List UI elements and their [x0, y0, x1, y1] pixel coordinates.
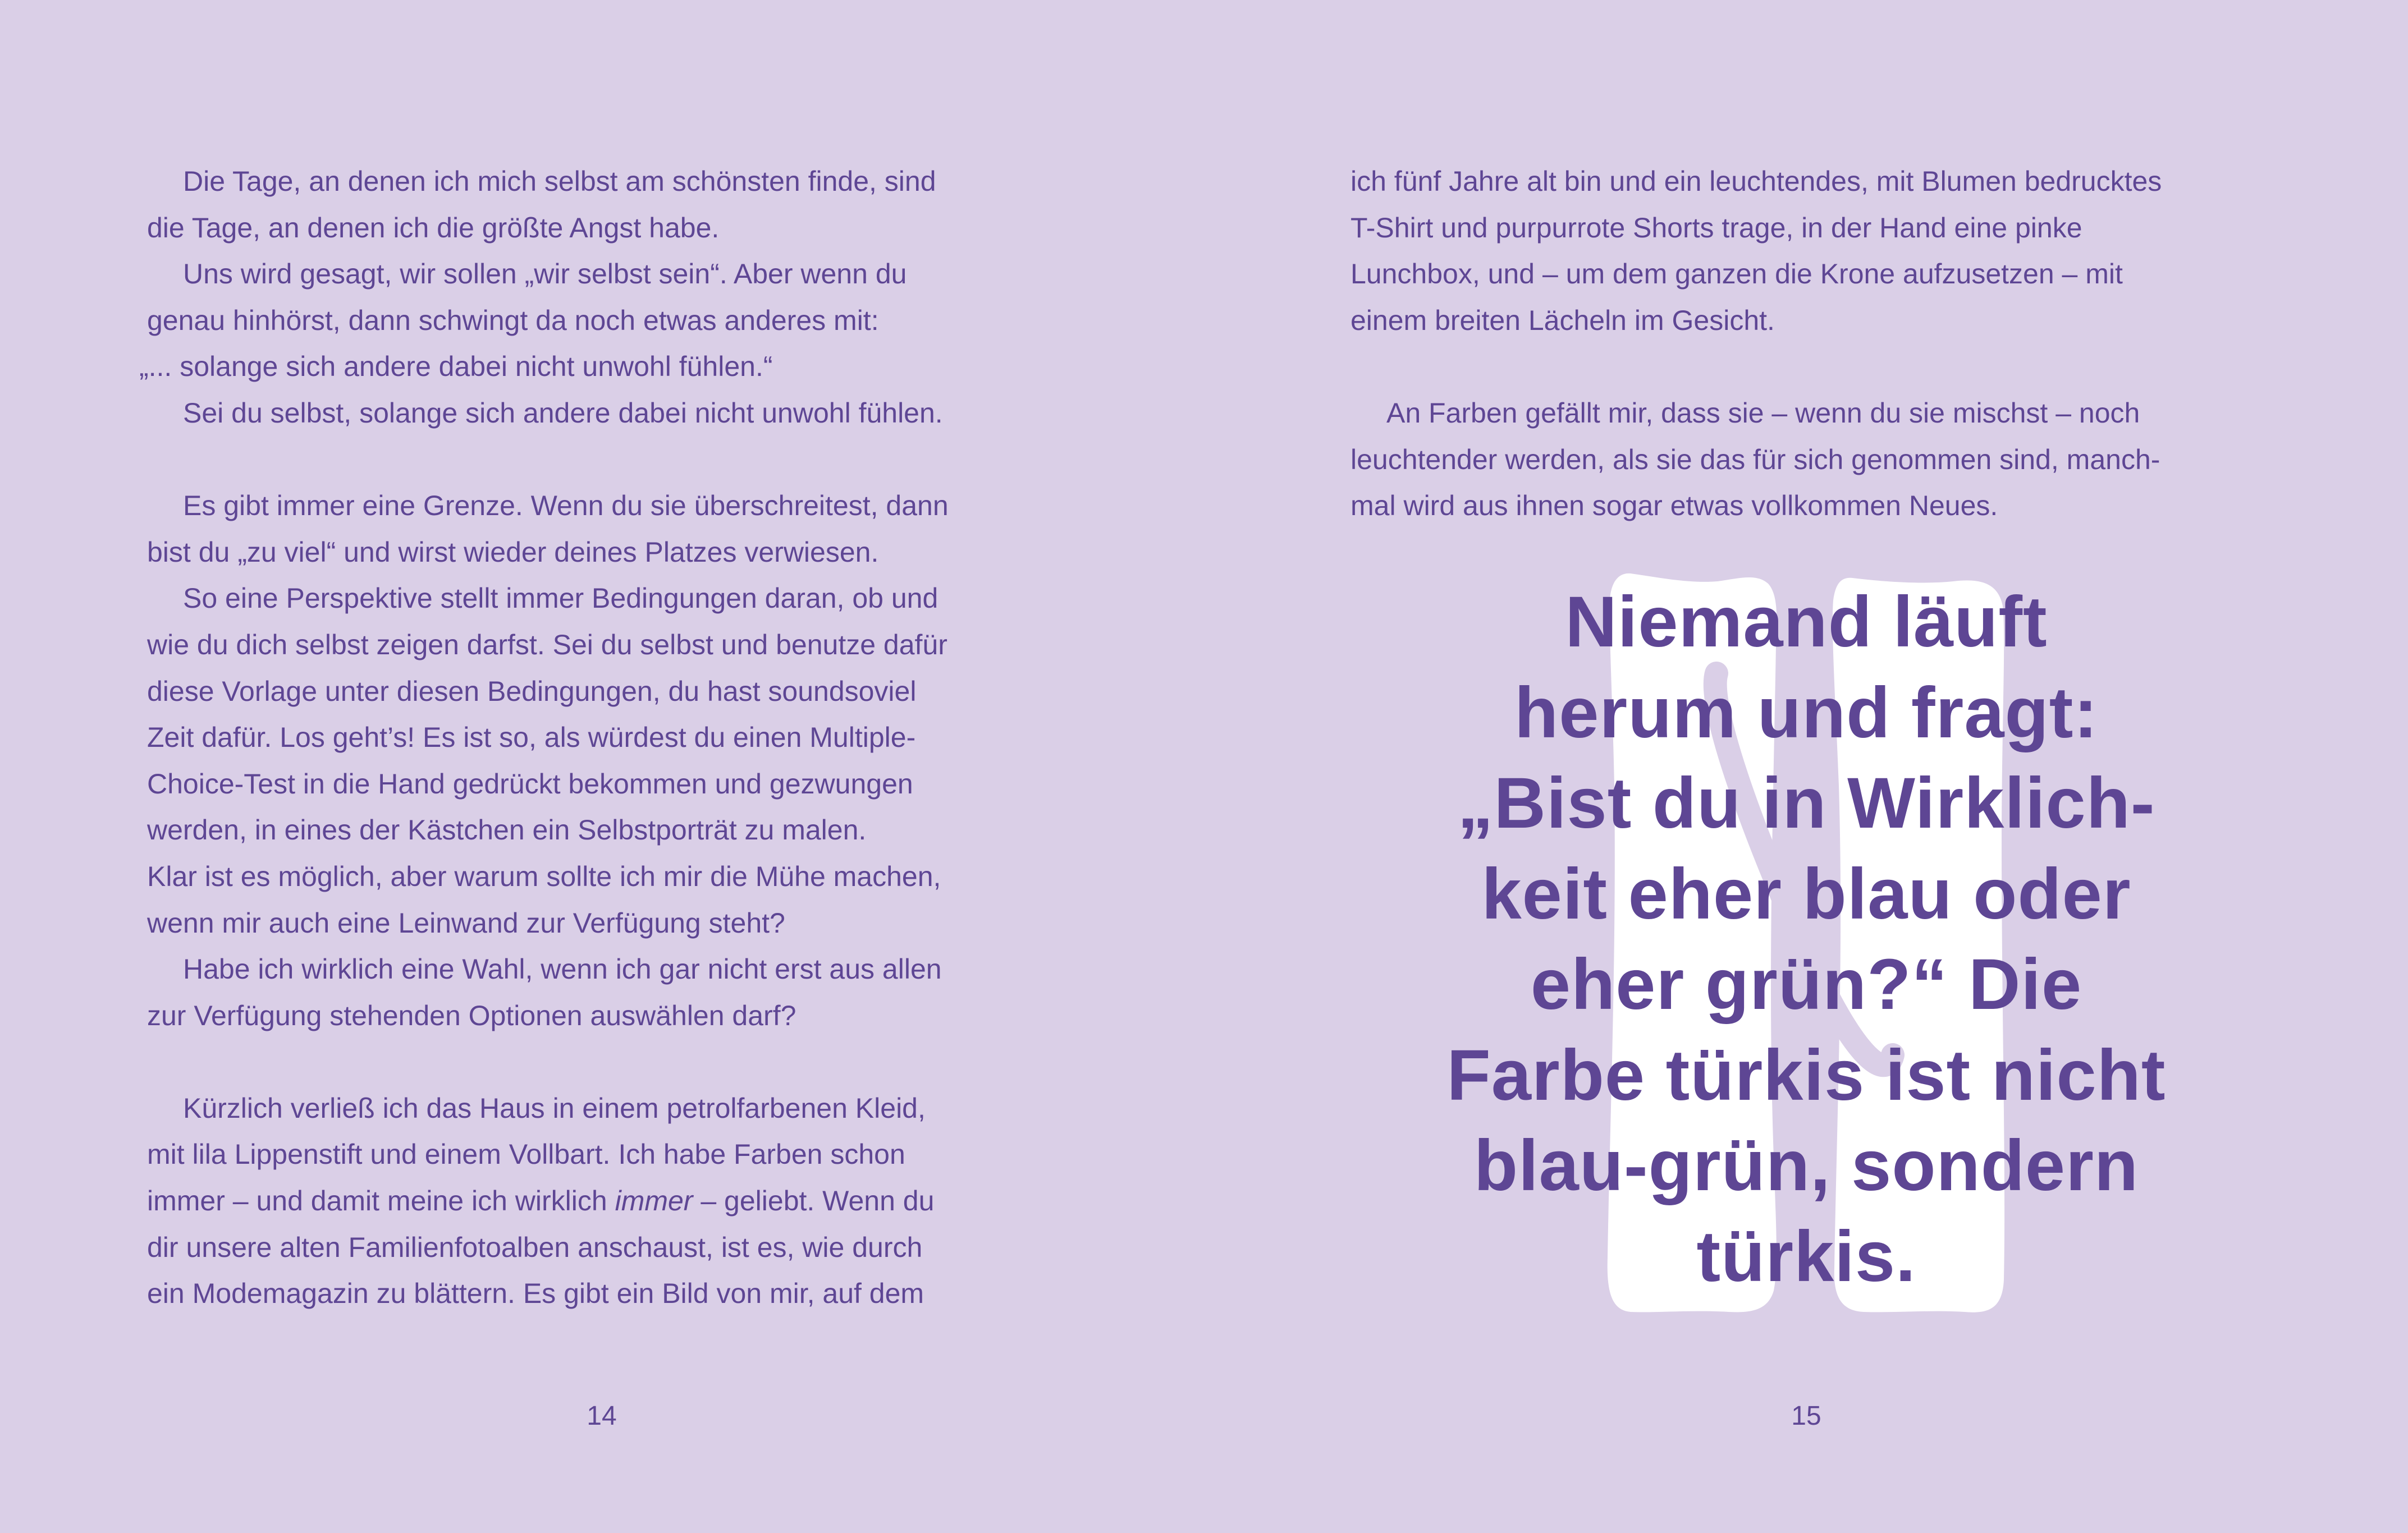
text-line: [147, 1178, 949, 1224]
text-line: So eine Perspektive stellt immer Bedingungen daran, ob und: [183, 582, 939, 614]
text-line: Lunchbox, und – um dem ganzen die Krone aufzusetzen – mit: [1351, 258, 2123, 290]
text-line: Kürzlich verließ ich das Haus in einem petrolfarbenen Kleid,: [183, 1092, 926, 1124]
page-number-left: 14: [587, 1401, 617, 1431]
pull-quote-line: Niemand läuft: [1565, 582, 2048, 662]
text-line: einem breiten Lächeln im Gesicht.: [1351, 304, 1775, 336]
text-line: genau hinhörst, dann schwingt da noch etwas anderes mit:: [147, 304, 879, 336]
text-section: [147, 1085, 949, 1317]
text-line: Habe ich wirklich eine Wahl, wenn ich gar nicht erst aus allen: [183, 953, 942, 985]
text-line: wenn mir auch eine Leinwand zur Verfügung steht?: [147, 907, 785, 939]
pull-quote: [1336, 577, 2277, 1302]
pull-quote-line: Farbe türkis ist nicht: [1446, 1035, 2166, 1116]
text-section: [1351, 158, 2162, 343]
text-line: bist du „zu viel“ und wirst wieder deines Platzes verwiesen.: [147, 536, 879, 568]
text-line: An Farben gefällt mir, dass sie – wenn du sie mischst – noch: [1386, 397, 2140, 429]
pull-quote-line: herum und fragt:: [1514, 672, 2098, 753]
text-line: Choice-Test in die Hand gedrückt bekommen und gezwungen: [147, 768, 913, 800]
text-line: werden, in eines der Kästchen ein Selbstporträt zu malen.: [147, 814, 867, 846]
pull-quote-line: keit eher blau oder: [1481, 853, 2131, 934]
text-line: mit lila Lippenstift und einem Vollbart. Ich habe Farben schon: [147, 1139, 905, 1171]
text-line: leuchtender werden, als sie das für sich genommen sind, manch-: [1351, 443, 2160, 475]
text-segment: – geliebt. Wenn du: [693, 1185, 935, 1217]
text-section: [147, 483, 949, 1039]
pull-quote-line: blau-grün, sondern: [1473, 1126, 2139, 1206]
text-segment: immer – und damit meine ich wirklich: [147, 1185, 615, 1217]
text-line: wie du dich selbst zeigen darfst. Sei du selbst und benutze dafür: [147, 628, 947, 660]
text-section: [139, 158, 949, 437]
text-line: diese Vorlage unter diesen Bedingungen, du hast soundsoviel: [147, 675, 917, 707]
text-line: zur Verfügung stehenden Optionen auswählen darf?: [147, 999, 796, 1031]
text-line: Uns wird gesagt, wir sollen „wir selbst sein“. Aber wenn du: [183, 258, 907, 290]
text-line: ein Modemagazin zu blättern. Es gibt ein Bild von mir, auf dem: [147, 1278, 924, 1310]
text-line: „... solange sich andere dabei nicht unwohl fühlen.“: [139, 351, 773, 383]
text-line: Es gibt immer eine Grenze. Wenn du sie überschreitest, dann: [183, 490, 949, 522]
pull-quote-line: „Bist du in Wirklich-: [1457, 763, 2155, 843]
text-line: Zeit dafür. Los geht’s! Es ist so, als würdest du einen Multiple-: [147, 722, 916, 754]
text-line: T-Shirt und purpurrote Shorts trage, in der Hand eine pinke: [1351, 212, 2082, 244]
right-page-body-text: [1351, 158, 2162, 529]
left-page-body-text: [139, 158, 949, 1317]
pull-quote-line: türkis.: [1696, 1216, 1916, 1297]
page-number-right: 15: [1791, 1401, 1821, 1431]
text-line: Die Tage, an denen ich mich selbst am schönsten finde, sind: [183, 166, 936, 197]
text-line: die Tage, an denen ich die größte Angst habe.: [147, 212, 720, 244]
text-line: Sei du selbst, solange sich andere dabei nicht unwohl fühlen.: [183, 397, 943, 429]
text-line: ich fünf Jahre alt bin und ein leuchtendes, mit Blumen bedrucktes: [1351, 166, 2162, 197]
pull-quote-line: eher grün?“ Die: [1530, 944, 2082, 1025]
italic-text: immer: [615, 1185, 693, 1217]
text-line: Klar ist es möglich, aber warum sollte ich mir die Mühe machen,: [147, 860, 941, 892]
text-line: mal wird aus ihnen sogar etwas vollkommen Neues.: [1351, 490, 1998, 522]
text-line: dir unsere alten Familienfotoalben anschaust, ist es, wie durch: [147, 1231, 923, 1263]
text-section: [1351, 390, 2162, 529]
